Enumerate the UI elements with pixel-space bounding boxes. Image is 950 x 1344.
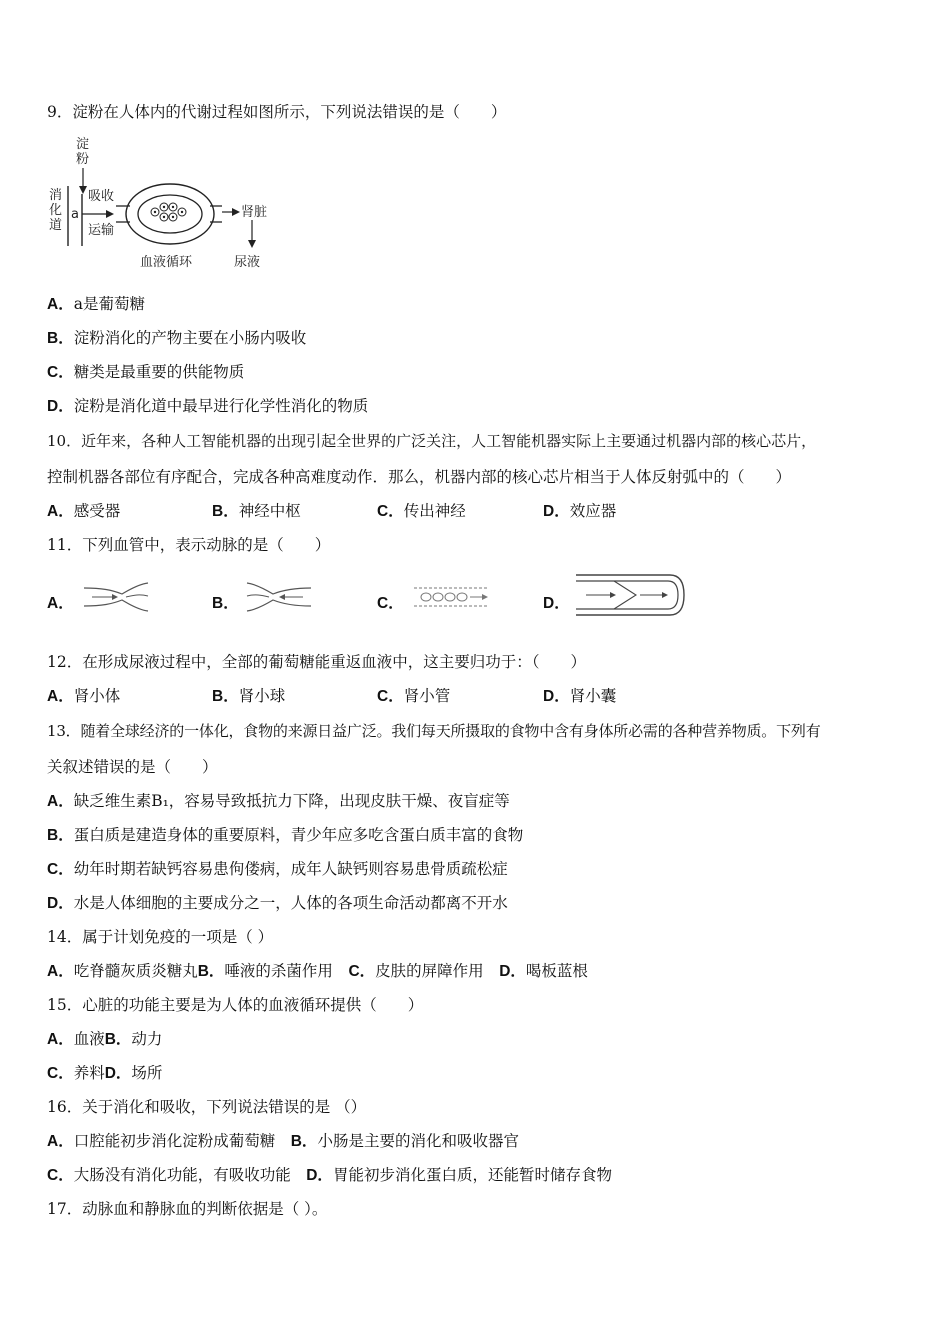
starch-char-2: 粉 [76,152,90,167]
q15-option-d-text: 场所 [131,1064,163,1082]
q14-option-b-label: B． [197,963,225,980]
q9-option-c [47,362,244,383]
q12-option-a-label: A． [47,688,74,705]
q10-option-a-text: 感受器 [73,502,121,520]
q14-option-a-text: 吃脊髓灰质炎糖丸 [73,962,198,980]
q12-option-b-text: 肾小球 [238,687,286,705]
q14-option-d-label: D． [499,963,526,980]
q16-option-d-text: 胃能初步消化蛋白质，还能暂时储存食物 [332,1166,612,1184]
q13-option-a [47,791,510,812]
q14-stem: 14．属于计划免疫的一项是（ ） [47,928,274,946]
q15-option-c-text: 养料 [73,1064,105,1082]
q12-stem: 12．在形成尿液过程中，全部的葡萄糖能重返血液中，这主要归功于：（ ） [47,653,586,671]
q10-option-b [212,501,301,522]
label-a: a [71,207,79,222]
label-absorb: 吸收 [88,189,115,204]
q9-option-a [47,294,145,315]
q9-option-b-label: B． [47,330,74,347]
q15-option-b-text: 动力 [131,1030,163,1048]
q11-stem: 11．下列血管中，表示动脉的是（ ） [47,536,331,554]
q10-option-b-label: B． [212,503,239,520]
q13-option-a-label: A． [47,793,74,810]
label-urine: 尿液 [234,255,261,270]
q13-stem-line-2: 关叙述错误的是（ ） [47,758,218,776]
q15-options-row-2 [47,1063,162,1084]
starch-metabolism-diagram [44,134,284,274]
q9-option-a-label: A． [47,296,74,313]
q12-option-c-text: 肾小管 [403,687,451,705]
q10-option-c-label: C． [377,503,404,520]
q14-option-d-text: 喝板蓝根 [525,962,588,980]
q16-options-row-2 [47,1165,612,1186]
q16-option-a-text: 口腔能初步消化淀粉成葡萄糖 [73,1132,276,1150]
q15-stem: 15．心脏的功能主要是为人体的血液循环提供（ ） [47,996,424,1014]
q15-option-a-label: A． [47,1031,74,1048]
tract-char-2: 化 [49,203,63,218]
q10-stem-line-1: 10．近年来，各种人工智能机器的出现引起全世界的广泛关注，人工智能机器实际上主要通过机器内部的核心芯片， [47,432,817,450]
q12-option-c-label: C． [377,688,404,705]
q12-option-d-text: 肾小囊 [569,687,617,705]
q13-option-a-text: 缺乏维生素B₁，容易导致抵抗力下降，出现皮肤干燥、夜盲症等 [73,792,510,810]
tract-char-1: 消 [49,188,63,203]
vessel-c-icon [412,584,492,610]
q10-option-c [377,501,466,522]
q13-option-b-label: B． [47,827,74,844]
q11-option-c-label: C． [377,595,404,612]
q12-option-a-text: 肾小体 [73,687,121,705]
q16-option-c-label: C． [47,1167,74,1184]
q12-option-b [212,686,285,707]
label-kidney: 肾脏 [241,205,268,220]
q12-option-b-label: B． [212,688,239,705]
q16-option-a-label: A． [47,1133,74,1150]
q11-option-b-label: B． [212,595,239,612]
q15-options-row-1 [47,1029,162,1050]
q16-stem: 16．关于消化和吸收，下列说法错误的是 （） [47,1098,367,1116]
q14-option-b-text: 唾液的杀菌作用 [224,962,333,980]
q16-option-b-label: B． [290,1133,318,1150]
q14-options [47,961,588,982]
q16-option-d-label: D． [306,1167,333,1184]
q13-option-d [47,893,508,914]
q9-option-d [47,396,368,417]
q11-option-a-label: A． [47,595,74,612]
q10-option-a [47,501,120,522]
q9-option-c-label: C． [47,364,74,381]
q13-stem-line-1: 13．随着全球经济的一体化，食物的来源日益广泛。我们每天所摄取的食物中含有身体所必需的各种营养物质。下列有 [47,722,821,740]
q12-option-d [543,686,616,707]
label-circulation: 血液循环 [140,255,193,270]
q9-option-a-text: a是葡萄糖 [73,295,145,313]
q16-option-b-text: 小肠是主要的消化和吸收器官 [317,1132,519,1150]
q16-option-c-text: 大肠没有消化功能，有吸收功能 [73,1166,291,1184]
q10-option-d [543,501,616,522]
q17-stem: 17．动脉血和静脉血的判断依据是（ ）。 [47,1200,328,1218]
q14-option-a-label: A． [47,963,74,980]
q13-option-c [47,859,508,880]
q13-option-b [47,825,523,846]
q9-option-b-text: 淀粉消化的产物主要在小肠内吸收 [73,329,307,347]
q13-option-d-text: 水是人体细胞的主要成分之一，人体的各项生命活动都离不开水 [73,894,508,912]
q10-option-d-text: 效应器 [569,502,617,520]
q10-option-a-label: A． [47,503,74,520]
q16-options-row-1 [47,1131,519,1152]
q13-option-d-label: D． [47,895,74,912]
q15-option-d-label: D． [104,1065,132,1082]
q15-option-b-label: B． [104,1031,132,1048]
q15-option-a-text: 血液 [73,1030,105,1048]
q10-option-d-label: D． [543,503,570,520]
q9-option-b [47,328,306,349]
vessel-d-icon [574,572,688,618]
q14-option-c-label: C． [348,963,376,980]
q10-stem-line-2: 控制机器各部位有序配合，完成各种高难度动作．那么，机器内部的核心芯片相当于人体反射弧中的（ ） [47,468,792,486]
q13-option-b-text: 蛋白质是建造身体的重要原料，青少年应多吃含蛋白质丰富的食物 [73,826,524,844]
q13-option-c-text: 幼年时期若缺钙容易患佝偻病，成年人缺钙则容易患骨质疏松症 [73,860,508,878]
q9-option-c-text: 糖类是最重要的供能物质 [73,363,245,381]
label-transport: 运输 [88,223,115,238]
q9-stem: 9．淀粉在人体内的代谢过程如图所示，下列说法错误的是（ ） [47,103,507,121]
vessel-a-icon [82,580,152,614]
q12-option-d-label: D． [543,688,570,705]
q9-option-d-label: D． [47,398,74,415]
q12-option-c [377,686,450,707]
tract-char-3: 道 [49,218,63,233]
q10-option-c-text: 传出神经 [403,502,466,520]
q14-option-c-text: 皮肤的屏障作用 [375,962,484,980]
q10-option-b-text: 神经中枢 [238,502,301,520]
q9-option-d-text: 淀粉是消化道中最早进行化学性消化的物质 [73,397,369,415]
q13-option-c-label: C． [47,861,74,878]
q11-option-d-label: D． [543,595,570,612]
starch-char-1: 淀 [76,137,90,152]
q15-option-c-label: C． [47,1065,74,1082]
q12-option-a [47,686,120,707]
vessel-b-icon [245,580,315,614]
